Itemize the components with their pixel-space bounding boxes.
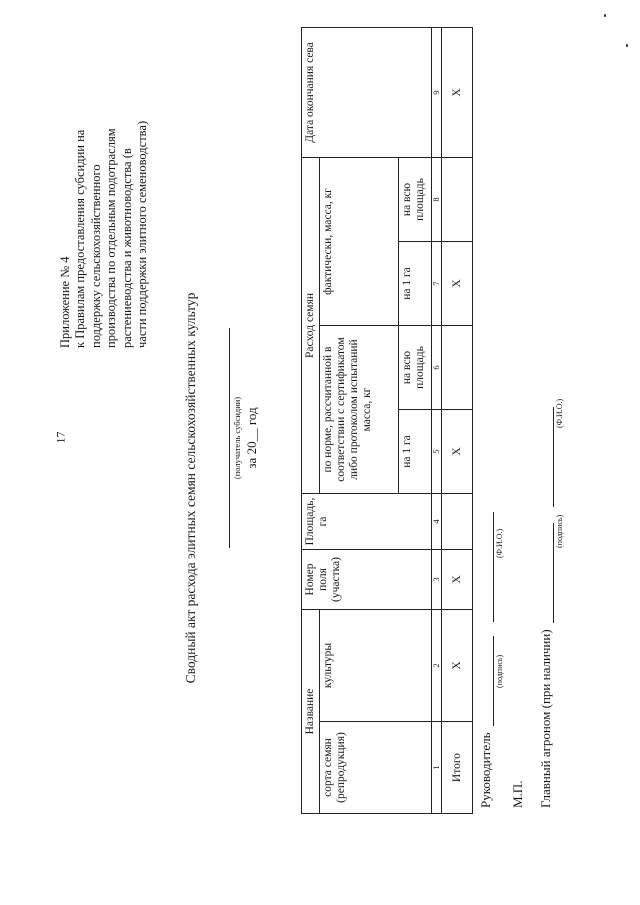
header-name: Название — [302, 610, 320, 814]
scan-speck — [626, 44, 628, 47]
header-crop: культуры — [320, 610, 432, 722]
rotated-document — [48, 28, 568, 848]
head-signature-row — [478, 513, 494, 809]
agronomist-name-line — [539, 407, 554, 507]
report-period: за 20__ год — [244, 407, 259, 469]
header-norm-per-ha: на 1 га — [399, 410, 432, 494]
total-cell: X — [442, 242, 473, 326]
total-cell: Итого — [442, 722, 473, 814]
total-cell: X — [442, 410, 473, 494]
header-norm-total-area: на всю площадь — [399, 326, 432, 410]
column-number: 5 — [432, 410, 442, 494]
total-cell — [442, 157, 473, 241]
header-actual-total-area: на всю площадь — [399, 157, 432, 241]
head-name-line — [479, 513, 494, 623]
appendix-line: поддержку сельскохозяйственного — [88, 164, 103, 348]
appendix-line: производства по отдельным подотраслям — [104, 128, 119, 348]
appendix-line: части поддержки элитного семеноводства) — [135, 120, 150, 348]
column-number: 9 — [432, 27, 442, 157]
header-actual-per-ha: на 1 га — [399, 242, 432, 326]
appendix-line: Приложение № 4 — [58, 256, 72, 348]
head-name-caption: (Ф.И.О.) — [495, 528, 504, 558]
head-signature-line — [479, 637, 494, 727]
header-by-norm: по норме, рассчитанной в соответствии с сертификатом либо протоколом испытаний масса, кг — [320, 326, 399, 494]
column-number: 2 — [432, 610, 442, 722]
column-number: 6 — [432, 326, 442, 410]
appendix-line: растениеводства и животноводства (в — [119, 148, 134, 348]
header-sowing-end-date: Дата окончания сева — [302, 27, 432, 157]
total-cell: X — [442, 550, 473, 610]
total-cell — [442, 494, 473, 550]
head-label: Руководитель — [478, 732, 493, 808]
column-number: 3 — [432, 550, 442, 610]
seed-consumption-table — [301, 27, 473, 814]
header-actual: фактически, масса, кг — [320, 157, 399, 325]
column-number: 8 — [432, 157, 442, 241]
document-title: Сводный акт расхода элитных семян сельскохозяйственных культур — [183, 292, 198, 684]
header-field-number: Номер поля (участка) — [302, 550, 432, 610]
header-seed-consumption: Расход семян — [302, 157, 320, 493]
column-number: 7 — [432, 242, 442, 326]
appendix-note — [58, 23, 150, 348]
recipient-caption: (получатель субсидии) — [232, 396, 242, 480]
column-number: 4 — [432, 494, 442, 550]
header-area: Площадь, га — [302, 494, 432, 550]
column-number: 1 — [432, 722, 442, 814]
agronomist-label: Главный агроном (при наличии) — [538, 629, 553, 808]
total-cell: X — [442, 27, 473, 157]
agronomist-signature-line — [539, 523, 554, 623]
recipient-field — [211, 328, 230, 548]
page-number: 17 — [53, 431, 68, 444]
total-cell: X — [442, 610, 473, 722]
header-variety: сорта семян (репродукция) — [320, 722, 432, 814]
appendix-line: к Правилам предоставления субсидии на — [73, 129, 88, 348]
agronomist-signature-row — [538, 407, 554, 808]
column-number-row — [432, 27, 442, 813]
agronomist-name-caption: (Ф.И.О.) — [555, 398, 564, 428]
stamp-row — [510, 781, 526, 808]
head-signature-caption: (подпись) — [495, 654, 504, 688]
agronomist-signature-caption: (подпись) — [555, 514, 564, 548]
stamp-label: М.П. — [510, 780, 525, 808]
total-row — [442, 27, 473, 813]
total-cell — [442, 326, 473, 410]
scan-speck — [604, 14, 606, 17]
